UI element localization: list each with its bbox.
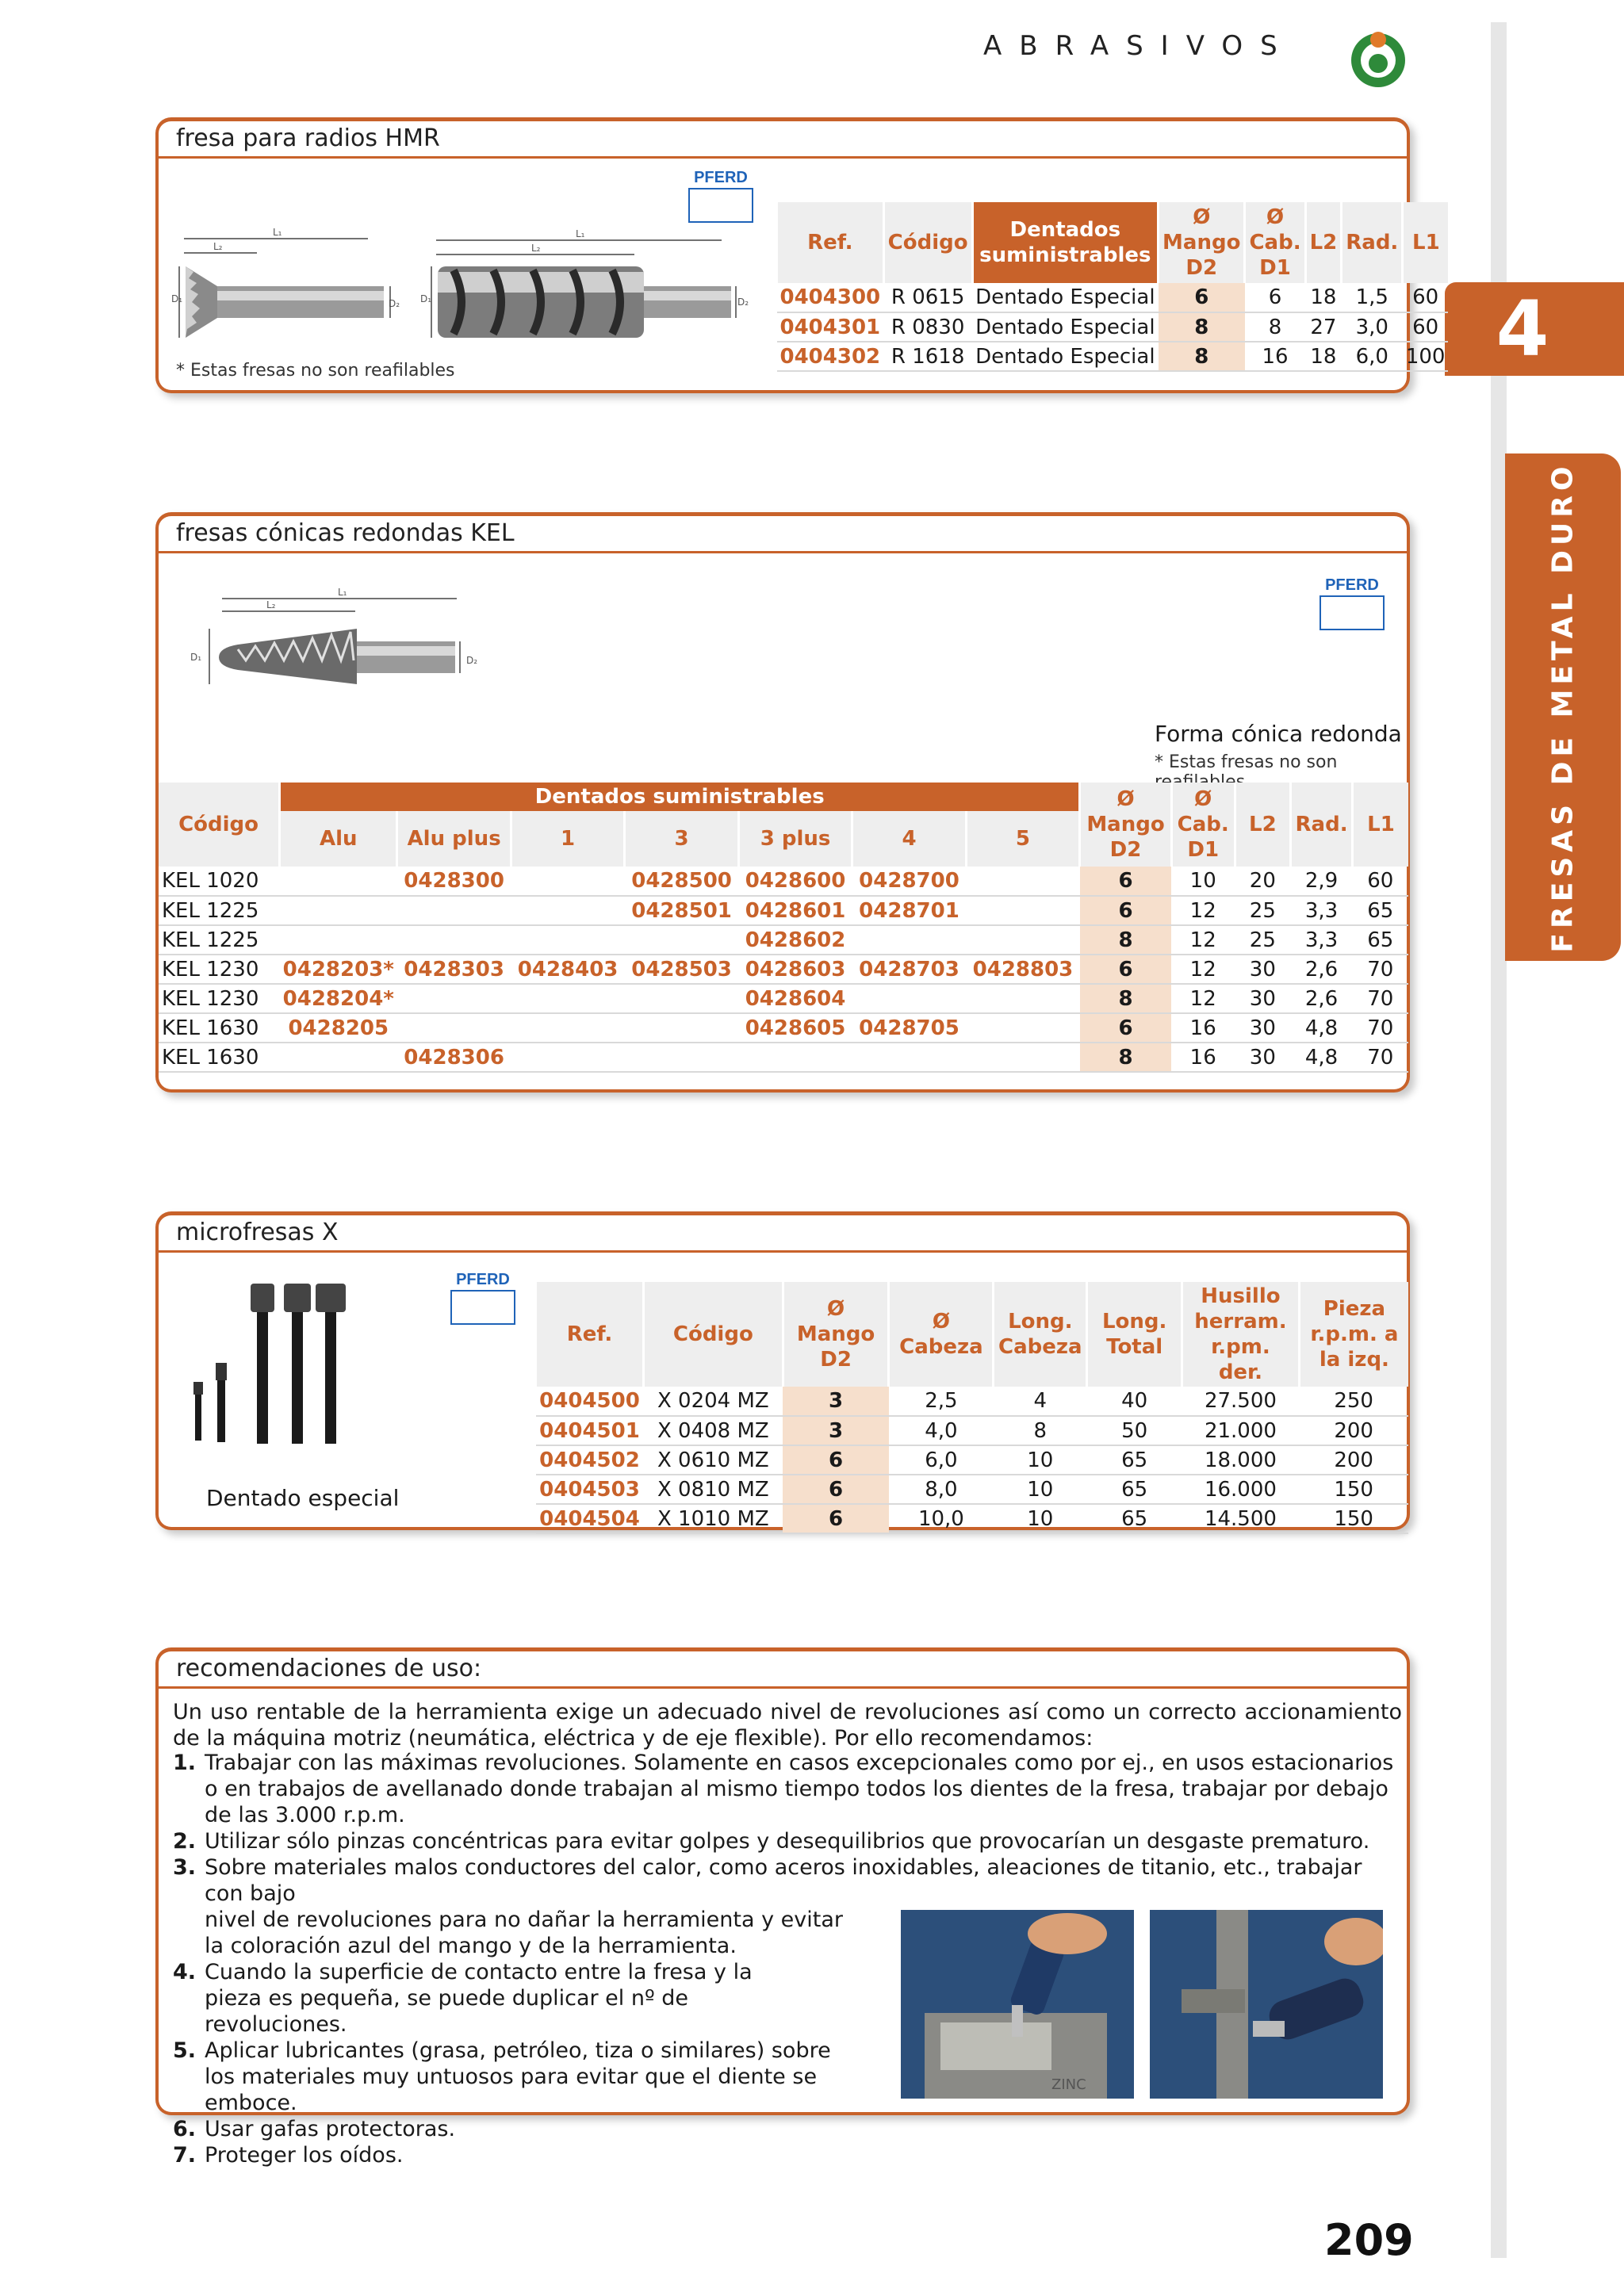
cell-t1 — [511, 984, 624, 1013]
table-row — [536, 1445, 1409, 1475]
cell-mango: 3 — [783, 1416, 889, 1445]
cell-codigo: KEL 1630 — [159, 1043, 280, 1072]
cell-ref: 0404502 — [536, 1445, 644, 1475]
cell-t3plus: 0428602 — [738, 925, 852, 955]
kel-forma-label: Forma cónica redonda — [1155, 721, 1402, 747]
cell-husillo: 27.500 — [1182, 1387, 1300, 1416]
cell-cab: 12 — [1171, 925, 1235, 955]
cell-alu — [280, 896, 397, 925]
cell-codigo: KEL 1225 — [159, 896, 280, 925]
cell-cabeza: 2,5 — [889, 1387, 994, 1416]
cell-aluplus — [397, 984, 511, 1013]
cell-rad: 4,8 — [1291, 1013, 1353, 1043]
table-row — [159, 1043, 1408, 1072]
th-cab: Ø Cab. D1 — [1171, 783, 1235, 867]
dim-l1: L₁ — [338, 587, 347, 598]
cell-codigo: R 0615 — [883, 283, 972, 312]
item-text: Usar gafas protectoras. — [205, 2117, 456, 2141]
th-mango: Ø Mango D2 — [1159, 202, 1245, 283]
cell-aluplus — [397, 1013, 511, 1043]
list-item — [173, 2116, 1402, 2142]
cell-ref: 0404302 — [777, 342, 884, 371]
cell-aluplus — [397, 925, 511, 955]
dim-l1: L₁ — [576, 228, 585, 239]
table-row — [536, 1504, 1409, 1533]
item-number: 6. — [173, 2117, 197, 2141]
cell-longcab: 10 — [994, 1504, 1087, 1533]
pferd-logo — [450, 1271, 515, 1325]
cell-cabeza: 4,0 — [889, 1416, 994, 1445]
th-t3plus: 3 plus — [738, 811, 852, 867]
cell-alu — [280, 925, 397, 955]
cell-t3 — [625, 1013, 738, 1043]
cell-t3: 0428501 — [625, 896, 738, 925]
cell-t4: 0428701 — [852, 896, 966, 925]
section-tab-label: FRESAS DE METAL DURO — [1546, 461, 1580, 953]
table-row — [777, 283, 1449, 312]
th-ref: Ref. — [777, 202, 884, 283]
cell-longcab: 10 — [994, 1445, 1087, 1475]
panel-title: fresas cónicas redondas KEL — [176, 519, 515, 547]
cell-t5: 0428803 — [966, 955, 1079, 984]
dim-d2: D₂ — [389, 298, 400, 309]
cell-dentado: Dentado Especial — [972, 283, 1158, 312]
th-dentados: Dentados suministrables — [972, 202, 1158, 283]
cell-t5 — [966, 1043, 1079, 1072]
th-t5: 5 — [966, 811, 1079, 867]
table-row — [777, 342, 1449, 371]
cell-t5 — [966, 984, 1079, 1013]
cell-rad: 2,6 — [1291, 955, 1353, 984]
cell-codigo: R 1618 — [883, 342, 972, 371]
item-number: 1. — [173, 1751, 197, 1775]
item-text: Proteger los oídos. — [205, 2143, 404, 2168]
dim-d1: D₁ — [171, 293, 183, 304]
cell-t3plus: 0428605 — [738, 1013, 852, 1043]
cell-t4 — [852, 925, 966, 955]
divider — [159, 1250, 1407, 1253]
cell-l1: 65 — [1353, 925, 1408, 955]
cell-ref: 0404501 — [536, 1416, 644, 1445]
cell-l1: 70 — [1353, 955, 1408, 984]
cell-mango: 3 — [783, 1387, 889, 1416]
table-row — [159, 925, 1408, 955]
panel-kel — [155, 512, 1410, 1093]
cell-cab: 6 — [1245, 283, 1305, 312]
cell-aluplus: 0428300 — [397, 867, 511, 896]
divider — [159, 551, 1407, 553]
table-row — [159, 955, 1408, 984]
cell-mango: 8 — [1080, 925, 1172, 955]
cell-t4: 0428705 — [852, 1013, 966, 1043]
cell-l1: 100 — [1403, 342, 1449, 371]
cell-rad: 2,6 — [1291, 984, 1353, 1013]
page-number: 209 — [1324, 2215, 1414, 2265]
cell-alu: 0428203* — [280, 955, 397, 984]
cell-rad: 1,5 — [1342, 283, 1403, 312]
micro-photo — [187, 1274, 377, 1464]
cell-cab: 10 — [1171, 867, 1235, 896]
cell-rad: 3,3 — [1291, 925, 1353, 955]
cell-t3: 0428500 — [625, 867, 738, 896]
pferd-horse-icon — [688, 188, 753, 223]
cell-husillo: 16.000 — [1182, 1475, 1300, 1504]
item-text: Aplicar lubricantes (grasa, petróleo, tiza o similares) sobre los materiales muy untuosos para evitar que el diente se emboce. — [205, 2038, 831, 2115]
cell-dentado: Dentado Especial — [972, 312, 1158, 342]
cell-codigo: X 1010 MZ — [643, 1504, 783, 1533]
cell-codigo: KEL 1230 — [159, 984, 280, 1013]
table-row — [536, 1416, 1409, 1445]
cell-l2: 30 — [1235, 1043, 1291, 1072]
cell-mango: 6 — [783, 1504, 889, 1533]
cell-l1: 70 — [1353, 984, 1408, 1013]
th-t3: 3 — [625, 811, 738, 867]
item-number: 3. — [173, 1855, 197, 1880]
cell-cab: 16 — [1245, 342, 1305, 371]
dim-d1: D₁ — [420, 293, 432, 304]
table-row — [159, 1013, 1408, 1043]
cell-rad: 6,0 — [1342, 342, 1403, 371]
cell-t3plus: 0428601 — [738, 896, 852, 925]
cell-cabeza: 10,0 — [889, 1504, 994, 1533]
cell-pieza: 200 — [1299, 1445, 1408, 1475]
cell-cab: 12 — [1171, 955, 1235, 984]
micro-table — [534, 1282, 1408, 1534]
pferd-logo-text: PFERD — [456, 1271, 510, 1288]
cell-l2: 30 — [1235, 955, 1291, 984]
cell-t1 — [511, 1043, 624, 1072]
cell-ref: 0404301 — [777, 312, 884, 342]
cell-pieza: 150 — [1299, 1504, 1408, 1533]
cell-codigo: X 0810 MZ — [643, 1475, 783, 1504]
cell-ref: 0404503 — [536, 1475, 644, 1504]
cell-mango: 8 — [1080, 984, 1172, 1013]
cell-alu: 0428204* — [280, 984, 397, 1013]
cell-cabeza: 6,0 — [889, 1445, 994, 1475]
th-dentados-group: Dentados suministrables — [280, 783, 1080, 811]
table-row — [159, 867, 1408, 896]
cell-ref: 0404300 — [777, 283, 884, 312]
cell-l2: 20 — [1235, 867, 1291, 896]
cell-l2: 30 — [1235, 984, 1291, 1013]
th-pieza: Pieza r.p.m. a la izq. — [1299, 1282, 1408, 1387]
table-row — [159, 984, 1408, 1013]
list-item — [173, 2142, 1402, 2168]
dim-d2: D₂ — [737, 297, 749, 308]
dim-d2: D₂ — [466, 655, 478, 666]
panel-micro — [155, 1211, 1410, 1530]
cell-husillo: 14.500 — [1182, 1504, 1300, 1533]
kel-drawing — [190, 581, 515, 684]
cell-alu — [280, 867, 397, 896]
cell-mango: 6 — [1080, 867, 1172, 896]
cell-l1: 65 — [1353, 896, 1408, 925]
dim-l2: L₂ — [531, 243, 541, 254]
hmr-drawing-small — [170, 223, 408, 350]
kel-table — [159, 783, 1408, 1073]
brand-logo-icon — [1348, 29, 1408, 89]
panel-hmr — [155, 117, 1446, 393]
dim-l2: L₂ — [266, 599, 276, 610]
cell-t4 — [852, 984, 966, 1013]
page-header-title: ABRASIVOS — [983, 30, 1295, 62]
cell-l2: 25 — [1235, 896, 1291, 925]
cell-t1 — [511, 867, 624, 896]
item-number: 2. — [173, 1829, 197, 1854]
cell-t3: 0428503 — [625, 955, 738, 984]
cell-mango: 8 — [1159, 342, 1245, 371]
cell-cab: 8 — [1245, 312, 1305, 342]
section-tab — [1505, 453, 1621, 961]
th-cab: Ø Cab. D1 — [1245, 202, 1305, 283]
hmr-drawing-large — [420, 223, 761, 350]
cell-alu — [280, 1043, 397, 1072]
item-number: 4. — [173, 1960, 197, 1984]
cell-mango: 6 — [783, 1445, 889, 1475]
cell-codigo: X 0408 MZ — [643, 1416, 783, 1445]
table-row — [536, 1387, 1409, 1416]
kel-note: * Estas fresas no son — [1155, 752, 1338, 772]
cell-t3 — [625, 984, 738, 1013]
cell-cab: 12 — [1171, 984, 1235, 1013]
cell-l2: 30 — [1235, 1013, 1291, 1043]
panel-title: fresa para radios HMR — [176, 124, 440, 152]
cell-longtot: 65 — [1087, 1504, 1182, 1533]
cell-l1: 70 — [1353, 1043, 1408, 1072]
cell-cab: 16 — [1171, 1013, 1235, 1043]
cell-codigo: KEL 1230 — [159, 955, 280, 984]
cell-t4: 0428700 — [852, 867, 966, 896]
cell-mango: 6 — [783, 1475, 889, 1504]
hmr-table — [776, 202, 1448, 372]
th-codigo: Código — [883, 202, 972, 283]
micro-caption: Dentado especial — [206, 1485, 400, 1511]
usage-photo-2 — [1150, 1910, 1383, 2099]
list-item — [173, 1828, 1402, 1854]
th-cabeza: Ø Cabeza — [889, 1282, 994, 1387]
cell-longtot: 65 — [1087, 1445, 1182, 1475]
cell-l2: 18 — [1305, 342, 1342, 371]
cell-t5 — [966, 867, 1079, 896]
cell-l2: 25 — [1235, 925, 1291, 955]
item-text: nivel de revoluciones para no dañar la herramienta y evitar la coloración azul del mango y de la herramienta. — [205, 1908, 843, 1958]
rec-intro: Un uso rentable de la herramienta exige un adecuado nivel de revoluciones así como un correcto accionamiento de la máquina motriz (neumática, eléctrica y de eje flexible). Por ello recomendamos: — [173, 1700, 1402, 1751]
th-alu: Alu — [280, 811, 397, 867]
item-number: 5. — [173, 2038, 197, 2063]
list-item — [173, 1854, 1402, 1907]
pferd-logo — [1320, 576, 1385, 630]
th-codigo: Código — [159, 783, 280, 867]
cell-longcab: 4 — [994, 1387, 1087, 1416]
cell-t1 — [511, 925, 624, 955]
cell-aluplus — [397, 896, 511, 925]
th-mango: Ø Mango D2 — [1080, 783, 1172, 867]
table-row — [159, 896, 1408, 925]
item-text: Trabajar con las máximas revoluciones. Solamente en casos excepcionales como por ej., en usos estacionarios o en trabajos de avellanado donde trabajan al mismo tiempo todos los dientes de la fresa, trabajar por debajo de las 3.000 r.p.m. — [205, 1751, 1394, 1827]
cell-aluplus: 0428303 — [397, 955, 511, 984]
cell-mango: 8 — [1080, 1043, 1172, 1072]
cell-longtot: 50 — [1087, 1416, 1182, 1445]
cell-pieza: 150 — [1299, 1475, 1408, 1504]
th-t4: 4 — [852, 811, 966, 867]
cell-t1 — [511, 896, 624, 925]
cell-t3 — [625, 1043, 738, 1072]
usage-photo-1 — [901, 1910, 1134, 2099]
cell-codigo: R 0830 — [883, 312, 972, 342]
th-longtot: Long. Total — [1087, 1282, 1182, 1387]
cell-ref: 0404500 — [536, 1387, 644, 1416]
panel-recommendations — [155, 1647, 1410, 2168]
cell-t3 — [625, 925, 738, 955]
cell-mango: 6 — [1080, 955, 1172, 984]
th-t1: 1 — [511, 811, 624, 867]
cell-rad: 4,8 — [1291, 1043, 1353, 1072]
cell-rad: 3,3 — [1291, 896, 1353, 925]
chapter-tab: 4 — [1445, 282, 1624, 376]
cell-l1: 60 — [1403, 312, 1449, 342]
cell-t3plus: 0428600 — [738, 867, 852, 896]
cell-codigo: X 0610 MZ — [643, 1445, 783, 1475]
cell-t3plus: 0428604 — [738, 984, 852, 1013]
micro-table-body — [536, 1387, 1409, 1533]
cell-t3plus: 0428603 — [738, 955, 852, 984]
cell-mango: 6 — [1080, 896, 1172, 925]
cell-t5 — [966, 925, 1079, 955]
cell-cab: 16 — [1171, 1043, 1235, 1072]
cell-pieza: 200 — [1299, 1416, 1408, 1445]
dim-d1: D₁ — [190, 652, 202, 663]
item-text: Cuando la superficie de contacto entre la fresa y la pieza es pequeña, se puede duplicar el nº de revoluciones. — [205, 1960, 753, 2037]
th-aluplus: Alu plus — [397, 811, 511, 867]
th-husillo: Husillo herram. r.pm. der. — [1182, 1282, 1300, 1387]
th-l2: L2 — [1235, 783, 1291, 867]
pferd-horse-icon — [450, 1290, 515, 1325]
cell-codigo: KEL 1630 — [159, 1013, 280, 1043]
kel-table-body — [159, 867, 1408, 1072]
th-ref: Ref. — [536, 1282, 644, 1387]
th-codigo: Código — [643, 1282, 783, 1387]
cell-husillo: 18.000 — [1182, 1445, 1300, 1475]
th-rad: Rad. — [1342, 202, 1403, 283]
th-l1: L1 — [1403, 202, 1449, 283]
divider — [159, 1686, 1407, 1689]
cell-cabeza: 8,0 — [889, 1475, 994, 1504]
th-rad: Rad. — [1291, 783, 1353, 867]
table-row — [536, 1475, 1409, 1504]
cell-l1: 60 — [1353, 867, 1408, 896]
dim-l2: L₂ — [213, 241, 223, 252]
dim-l1: L₁ — [273, 227, 282, 238]
cell-longcab: 10 — [994, 1475, 1087, 1504]
th-longcab: Long. Cabeza — [994, 1282, 1087, 1387]
divider — [159, 156, 1407, 159]
th-l1: L1 — [1353, 783, 1408, 867]
pferd-horse-icon — [1320, 595, 1385, 630]
cell-l1: 60 — [1403, 283, 1449, 312]
list-item — [173, 1750, 1402, 1828]
item-text: Utilizar sólo pinzas concéntricas para evitar golpes y desequilibrios que provocarían un desgaste prematuro. — [205, 1829, 1370, 1854]
cell-t5 — [966, 896, 1079, 925]
cell-t1 — [511, 1013, 624, 1043]
cell-longcab: 8 — [994, 1416, 1087, 1445]
cell-pieza: 250 — [1299, 1387, 1408, 1416]
cell-codigo: KEL 1020 — [159, 867, 280, 896]
cell-t3plus — [738, 1043, 852, 1072]
cell-mango: 8 — [1159, 312, 1245, 342]
cell-aluplus: 0428306 — [397, 1043, 511, 1072]
cell-l2: 18 — [1305, 283, 1342, 312]
item-text: Sobre materiales malos conductores del calor, como aceros inoxidables, aleaciones de titanio, etc., trabajar con bajo — [205, 1855, 1362, 1906]
cell-t5 — [966, 1013, 1079, 1043]
hmr-note: * Estas fresas no son reafilables — [176, 361, 455, 381]
table-row — [777, 312, 1449, 342]
pferd-logo-text: PFERD — [1325, 576, 1379, 594]
cell-codigo: X 0204 MZ — [643, 1387, 783, 1416]
pferd-logo-text: PFERD — [694, 169, 748, 186]
cell-t4 — [852, 1043, 966, 1072]
cell-husillo: 21.000 — [1182, 1416, 1300, 1445]
cell-rad: 3,0 — [1342, 312, 1403, 342]
cell-t4: 0428703 — [852, 955, 966, 984]
cell-cab: 12 — [1171, 896, 1235, 925]
cell-l1: 70 — [1353, 1013, 1408, 1043]
cell-codigo: KEL 1225 — [159, 925, 280, 955]
pferd-logo — [688, 169, 753, 223]
cell-ref: 0404504 — [536, 1504, 644, 1533]
item-number: 7. — [173, 2143, 197, 2168]
th-mango: Ø Mango D2 — [783, 1282, 889, 1387]
panel-title: microfresas X — [176, 1219, 339, 1246]
cell-dentado: Dentado Especial — [972, 342, 1158, 371]
panel-title: recomendaciones de uso: — [176, 1655, 482, 1682]
photo-label: ZINC — [1051, 2076, 1086, 2093]
cell-longtot: 65 — [1087, 1475, 1182, 1504]
cell-rad: 2,9 — [1291, 867, 1353, 896]
th-l2: L2 — [1305, 202, 1342, 283]
cell-alu: 0428205 — [280, 1013, 397, 1043]
cell-t1: 0428403 — [511, 955, 624, 984]
cell-l2: 27 — [1305, 312, 1342, 342]
cell-mango: 6 — [1159, 283, 1245, 312]
cell-longtot: 40 — [1087, 1387, 1182, 1416]
cell-mango: 6 — [1080, 1013, 1172, 1043]
